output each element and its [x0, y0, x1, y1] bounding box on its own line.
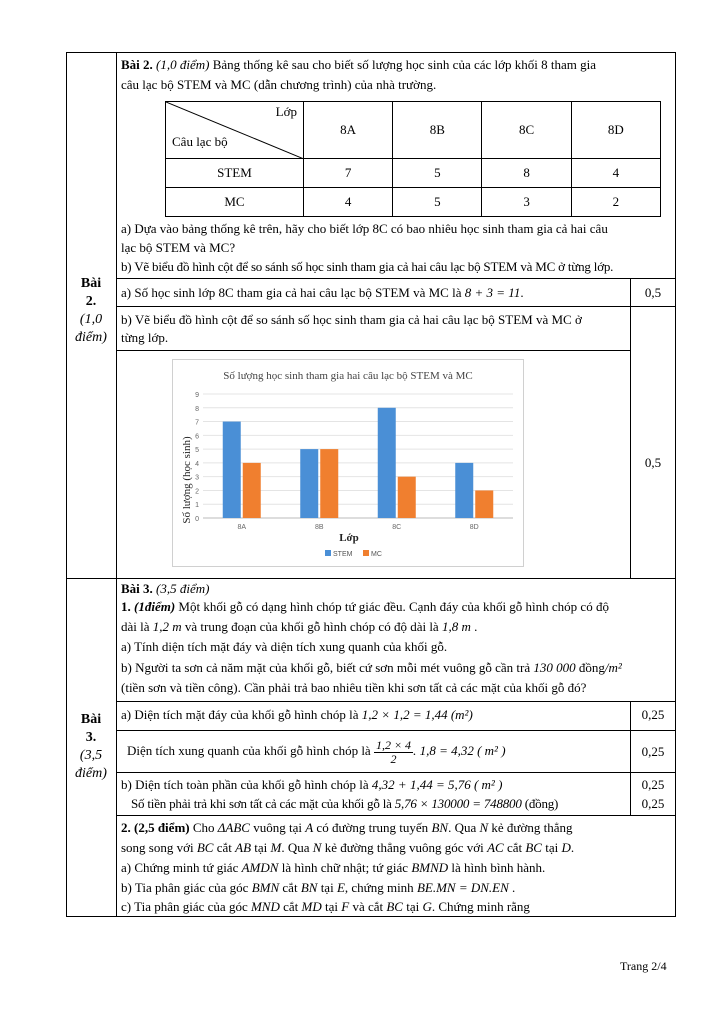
grid-line [116, 52, 117, 917]
bai3-part2-b: b) Tia phân giác của góc BMN cắt BN tại E, chứng minh BE.MN = DN.EN . [121, 880, 516, 895]
y-tick-label: 6 [195, 433, 199, 441]
bai3-part1-line1: 1. (1điểm) Một khối gỗ có dạng hình chóp tứ giác đều. Cạnh đáy của khối gỗ hình chóp có độ [121, 599, 609, 614]
bai2-intro-line2: câu lạc bộ STEM và MC (dẫn chương trình) của nhà trường. [121, 77, 437, 92]
table-corner-cell [166, 102, 304, 159]
class-header: 8B [393, 102, 482, 159]
table-row: MC 4 5 3 2 [166, 188, 661, 217]
class-header: 8A [303, 102, 392, 159]
score: 0,25 [641, 777, 665, 792]
grid-line [66, 52, 676, 53]
score: 0,25 [641, 744, 665, 759]
chart-xlabel: Lớp [339, 532, 359, 544]
y-tick-label: 0 [195, 516, 199, 523]
grid-line [116, 306, 676, 307]
table-row: STEM 7 5 8 4 [166, 159, 661, 188]
legend-label-stem: STEM [333, 551, 353, 558]
fraction: $\frac{1,2 \times 4}{2}$ [375, 737, 412, 766]
bai2-answer-b-line1: b) Vẽ biểu đồ hình cột để so sánh số học sinh tham gia cả hai câu lạc bộ STEM và MC ở [121, 312, 582, 327]
x-tick-label: 8C [392, 524, 402, 531]
grid-line [675, 52, 676, 917]
grid-line [116, 772, 676, 773]
bai3-answer-1: a) Diện tích mặt đáy của khối gỗ hình chóp là 1,2 × 1,2 = 1,44 (m²) [121, 707, 473, 722]
y-tick-label: 9 [195, 392, 199, 399]
bai3-part1-a: a) Tính diện tích mặt đáy và diện tích xung quanh của khối gỗ. [121, 639, 448, 654]
bai2-question-a-line2: lạc bộ STEM và MC? [121, 240, 236, 255]
bar-mc-8c [398, 477, 416, 518]
grid-line [66, 52, 67, 917]
grid-line [116, 701, 676, 702]
x-tick-label: 8D [469, 524, 479, 531]
y-tick-label: 4 [195, 460, 199, 468]
statistics-table [165, 101, 661, 217]
y-tick-label: 5 [195, 447, 199, 455]
y-tick-label: 2 [195, 488, 199, 496]
bai3-part2-line2: song song với BC cắt AB tại M. Qua N kẻ đường thẳng vuông góc với AC cắt BC tại D. [121, 840, 575, 855]
bai3-part1-b-line1: b) Người ta sơn cả năm mặt của khối gỗ, biết cứ sơn mỗi mét vuông gỗ cần trả 130 000 đồng/m² [121, 660, 622, 675]
bai3-answer-4: Số tiền phải trả khi sơn tất cả các mặt của khối gỗ là 5,76 × 130000 = 748800 (đồng) [131, 796, 559, 811]
legend-label-mc: MC [371, 551, 382, 558]
grid-line [630, 278, 631, 578]
grid-line [116, 278, 676, 279]
bar-mc-8b [320, 449, 338, 518]
bai2-heading: Bài 2. (1,0 điểm) Bảng thống kê sau cho biết số lượng học sinh của các lớp khối 8 tham gia [121, 57, 597, 72]
bai3-answer-3: b) Diện tích toàn phần của khối gỗ hình chóp là 4,32 + 1,44 = 5,76 ( m² ) [121, 777, 503, 792]
grid-line [66, 916, 676, 917]
chart-title: Số lượng học sinh tham gia hai câu lạc bộ STEM và MC [223, 370, 473, 382]
x-tick-label: 8A [237, 524, 247, 531]
bai3-heading: Bài 3. (3,5 điểm) [121, 581, 210, 596]
bai3-part2-line1: 2. (2,5 điểm) Cho ΔABC vuông tại A có đường trung tuyến BN. Qua N kẻ đường thẳng [121, 820, 573, 835]
chart-ylabel: Số lượng (học sinh) [181, 436, 193, 524]
grid-line [116, 730, 676, 731]
class-header: 8D [571, 102, 660, 159]
corner-top-label: Lớp [275, 104, 297, 119]
grid-line [66, 578, 676, 579]
bai3-side-label: Bài 3. (3,5 điểm) [75, 712, 107, 781]
legend-swatch-stem [325, 550, 331, 556]
corner-bottom-label: Câu lạc bộ [172, 134, 228, 149]
score: 0,5 [644, 455, 662, 470]
bai2-side-label: Bài 2. (1,0 điểm) [75, 276, 107, 345]
bai2-answer-b-line2: từng lớp. [121, 330, 169, 345]
bai3-part2-a: a) Chứng minh tứ giác AMDN là hình chữ nhật; tứ giác BMND là hình bình hành. [121, 860, 546, 875]
legend-swatch-mc [363, 550, 369, 556]
score: 0,5 [644, 285, 662, 300]
bar-stem-8a [223, 422, 241, 518]
y-tick-label: 1 [195, 502, 199, 510]
bar-chart [172, 359, 524, 567]
bar-stem-8b [300, 449, 318, 518]
score: 0,25 [641, 707, 665, 722]
bai2-answer-a: a) Số học sinh lớp 8C tham gia cả hai câu lạc bộ STEM và MC là 8 + 3 = 11. [121, 285, 524, 300]
y-tick-label: 8 [195, 405, 199, 413]
y-tick-label: 3 [195, 474, 199, 482]
bar-mc-8a [243, 463, 261, 518]
x-tick-label: 8B [314, 524, 324, 531]
grid-line [116, 815, 676, 816]
bai3-part2-c: c) Tia phân giác của góc MND cắt MD tại F và cắt BC tại G. Chứng minh rằng [121, 899, 530, 914]
bar-mc-8d [475, 490, 493, 518]
bai2-question-a-line1: a) Dựa vào bảng thống kê trên, hãy cho biết lớp 8C có bao nhiêu học sinh tham gia cả hai câu [121, 221, 608, 236]
bai3-part1-line2: dài là 1,2 m và trung đoạn của khối gỗ hình chóp có độ dài là 1,8 m . [121, 619, 478, 634]
page-number: Trang 2/4 [620, 959, 667, 973]
score: 0,25 [641, 796, 665, 811]
y-tick-label: 7 [195, 419, 199, 427]
grid-line [116, 350, 630, 351]
class-header: 8C [482, 102, 571, 159]
bai3-answer-2: Diện tích xung quanh của khối gỗ hình chóp là $\frac{1,2 \times 4}{2}$ . 1,8 = 4,32 ( m² ) [127, 737, 506, 766]
bar-stem-8d [455, 463, 473, 518]
bai2-question-b: b) Vẽ biểu đồ hình cột để so sánh số học sinh tham gia cả hai câu lạc bộ STEM và MC ở từng lớp. [121, 259, 614, 274]
bar-stem-8c [378, 408, 396, 518]
bai3-part1-b-line2: (tiền sơn và tiền công). Cần phải trả bao nhiêu tiền khi sơn tất cả các mặt của khối gỗ đó? [121, 680, 587, 695]
